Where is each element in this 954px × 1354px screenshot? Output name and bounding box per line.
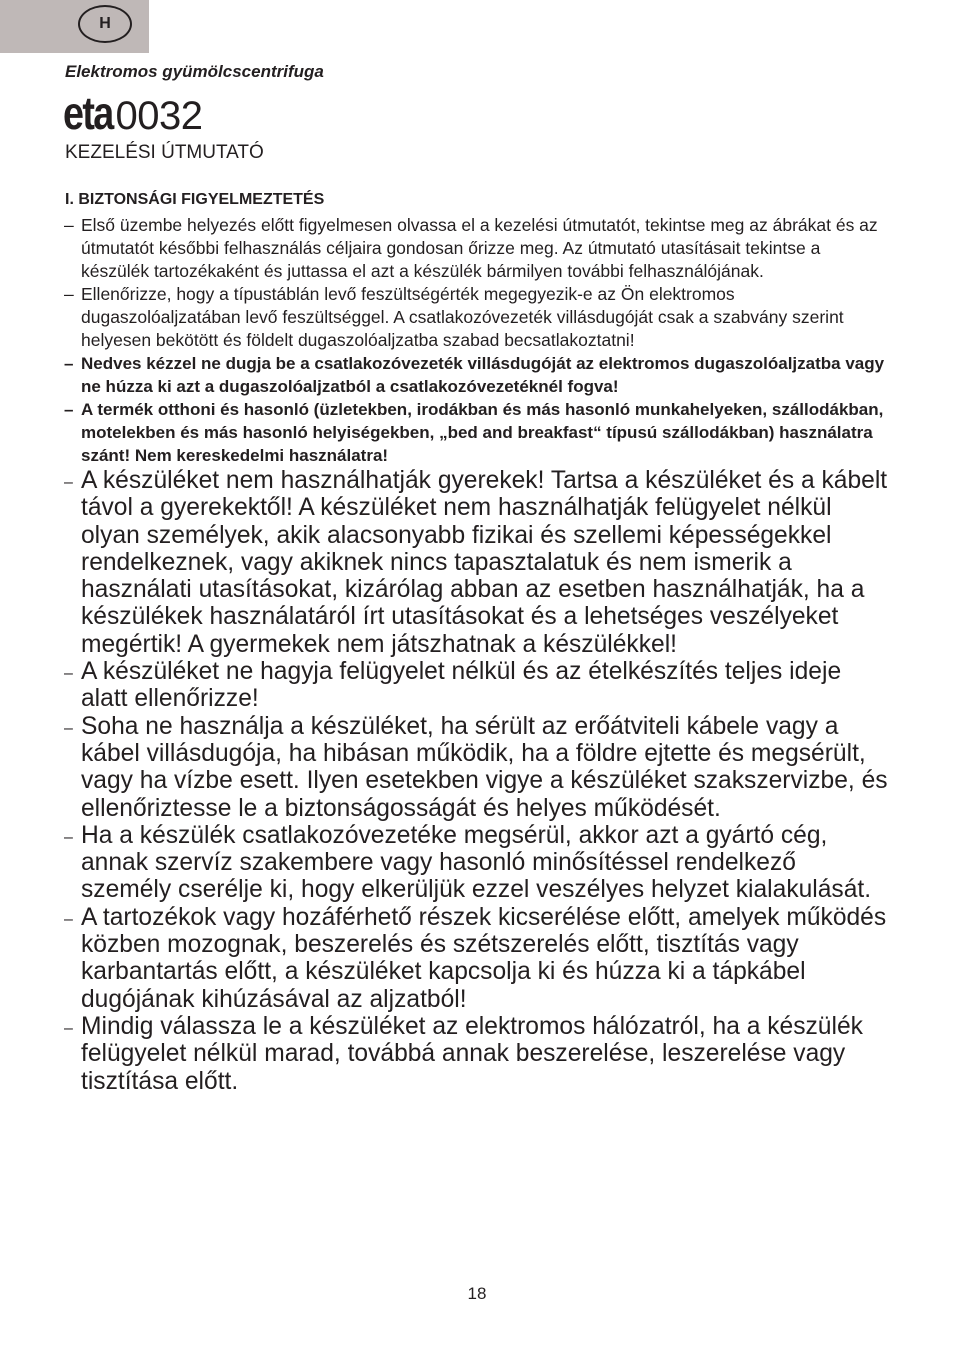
safety-item-text: A készüléket nem használhatják gyerekek! Tartsa a készüléket és a kábelt távol a gyerekektől! A készüléket nem használhatják felügyelet nélkül olyan személyek, akik alacsonyabb fizikai és szellemi képességekkel rendelkeznek, vagy akiknek nincs tapasztalatuk és nem ismerik a használati utasításokat, kizárólag abban az esetben használhatják, ha a készülékek használatáról írt utasításokat és a lehetséges veszélyeket megértik! A gyermekek nem játszhatnak a készülékkel! <box>81 467 888 658</box>
safety-item-text: Első üzembe helyezés előtt figyelmesen olvassa el a kezelési útmutatót, tekintse meg az ábrákat és az útmutatót későbbi felhasználás céljaira gondosan őrizze meg. Az útmutató utasításait tekintse a készülék tartozékaként és juttassa el azt a készülék bármilyen további felhasználójának. <box>81 215 878 281</box>
safety-item-text: Nedves kézzel ne dugja be a csatlakozóvezeték villásdugóját az elektromos dugaszolóaljzatba vagy ne húzza ki azt a dugaszolóaljzatból a csatlakozóvezetéknél fogva! <box>81 354 885 396</box>
bullet-dash: – <box>64 665 73 683</box>
manual-title: KEZELÉSI ÚTMUTATÓ <box>65 142 264 163</box>
section-heading: I. BIZTONSÁGI FIGYELMEZTETÉS <box>65 191 325 208</box>
safety-item <box>0 658 954 713</box>
safety-item-text: Soha ne használja a készüléket, ha sérült az erőátviteli kábele vagy a kábel villásdugója, ha hibásan működik, ha a földre ejtette és megsérült, vagy ha vízbe esett. Ilyen esetekben vigye a készüléket szakszervizbe, és ellenőriztesse le a biztonságosságát és helyes működését. <box>81 712 888 822</box>
safety-item-text: A tartozékok vagy hozáférhető részek kicserélése előtt, amelyek működés közben mozognak, beszerelés és szétszerelés előtt, tisztítás vagy karbantartás előtt, a készüléket kapcsolja ki és húzza ki a tápkábel dugójának kihúzásával az aljzatból! <box>81 903 887 1013</box>
safety-item <box>0 214 954 283</box>
page-number: 18 <box>467 1284 487 1303</box>
safety-item <box>0 904 954 1013</box>
bullet-dash: – <box>64 284 74 304</box>
brand-logo: eta <box>63 87 113 139</box>
safety-item-text: Mindig válassza le a készüléket az elektromos hálózatról, ha a készülék felügyelet nélkül marad, továbbá annak beszerelése, leszerelése vagy tisztítása előtt. <box>81 1012 863 1095</box>
safety-item <box>0 398 954 467</box>
safety-item-text: Ha a készülék csatlakozóvezetéke megsérül, akkor azt a gyártó cég, annak szervíz szakembere vagy hasonló minősítéssel rendelkező személy cserélje ki, hogy elkerüljük ezzel veszélyes helyzet kialakulását. <box>81 821 872 904</box>
bullet-dash: – <box>64 400 74 419</box>
safety-item <box>0 822 954 904</box>
bullet-dash: – <box>64 719 73 737</box>
brand-model-row <box>63 86 202 140</box>
bullet-dash: – <box>64 828 73 846</box>
bullet-dash: – <box>64 354 74 373</box>
product-subtitle: Elektromos gyümölcscentrifuga <box>65 62 324 81</box>
safety-item <box>0 1013 954 1095</box>
safety-item <box>0 283 954 352</box>
bullet-dash: – <box>64 1019 73 1037</box>
safety-item <box>0 713 954 822</box>
safety-item-text: Ellenőrizze, hogy a típustáblán levő feszültségérték megegyezik-e az Ön elektromos dugaszolóaljzatában levő feszültséggel. A csatlakozóvezeték villásdugóját csak a szabvány szerint helyesen bekötött és földelt dugaszolóaljzatba szabad becsatlakoztatni! <box>81 284 844 350</box>
safety-item-text: A készüléket ne hagyja felügyelet nélkül és az ételkészítés teljes ideje alatt ellenőrizze! <box>81 658 842 713</box>
safety-item <box>0 352 954 398</box>
safety-item <box>0 467 954 658</box>
model-number: 0032 <box>115 94 203 138</box>
bullet-dash: – <box>64 910 73 928</box>
language-badge: H <box>78 5 132 43</box>
safety-item-text: A termék otthoni és hasonló (üzletekben, irodákban és más hasonló munkahelyeken, szállodákban, motelekben és más hasonló helyiségekben, „bed and breakfast“ típusú szállodákban) használatra szánt! Nem kereskedelmi használatra! <box>81 400 884 465</box>
bullet-dash: – <box>64 215 74 235</box>
bullet-dash: – <box>64 474 73 491</box>
safety-list <box>0 214 954 1095</box>
